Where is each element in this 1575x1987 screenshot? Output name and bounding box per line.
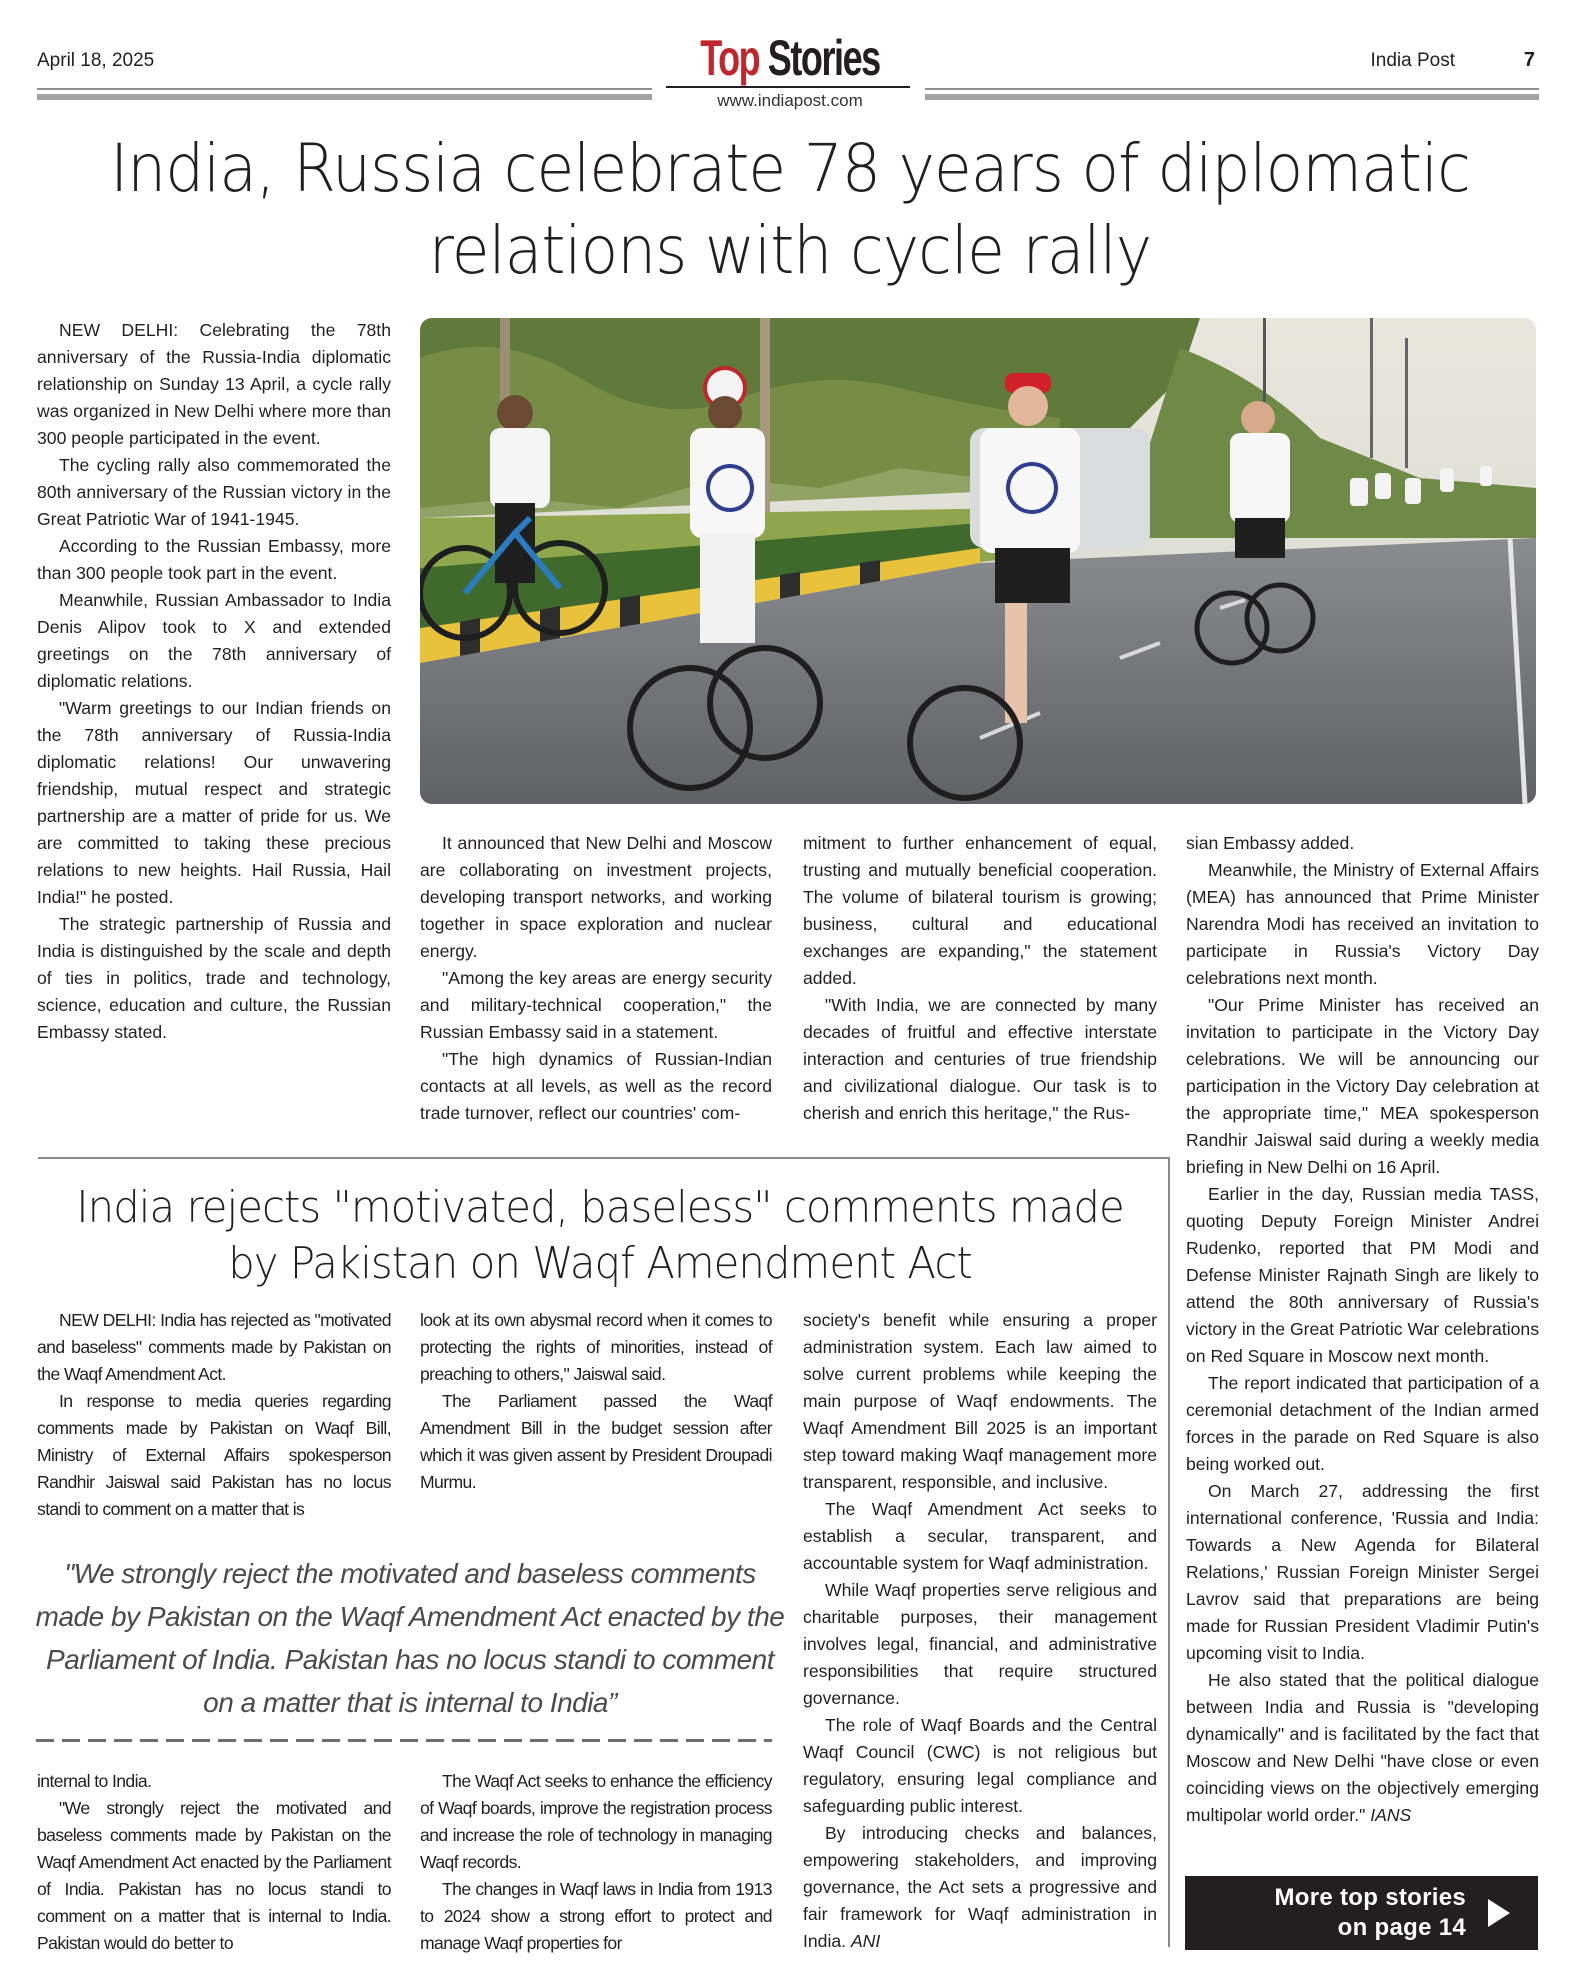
brand-underline [666,86,910,88]
paragraph: "With India, we are connected by many decades of fruitful and effective interstate interaction and centuries of true friendship and civilizational dialogue. Our task is to cherish and enrich this heritage," the Rus- [803,995,1157,1123]
article1-headline-line1: India, Russia celebrate 78 years of diplomatic [110,130,1470,207]
photo-illustration [420,318,1536,804]
pull-quote-dashed-divider [36,1739,772,1742]
pull-quote: "We strongly reject the motivated and baseless comments made by Pakistan on the Waqf Amendment Act enacted by the Parliament of India. Pakistan has no locus standi to comment on a matter that is internal to India” [35,1558,785,1718]
paragraph: According to the Russian Embassy, more than 300 people took part in the event. [37,536,391,583]
paragraph-text: He also stated that the political dialogue between India and Russia is "developing dynamically" and is facilitated by the fact that Moscow and New Delhi "have close or even coinciding views on the objectively emerging multipolar world order." [1186,1670,1539,1825]
article1-column-3 [803,830,1157,1127]
article2-column-3 [803,1307,1157,1955]
article2-column-1-top [37,1307,391,1523]
publication-name: India Post [1370,50,1455,71]
article2-credit: ANI [850,1931,881,1951]
paragraph: The Waqf Amendment Act seeks to establish a secular, transparent, and accountable system for Waqf administration. [803,1499,1157,1573]
paragraph: "The high dynamics of Russian-Indian contacts at all levels, as well as the record trade turnover, reflect our countries' com- [420,1049,772,1123]
paragraph: While Waqf properties serve religious and charitable purposes, their management involves legal, financial, and administrative responsibilities that require structured governance. [803,1580,1157,1708]
more-top-stories-button[interactable] [1185,1876,1538,1950]
article1-credit: IANS [1370,1805,1412,1825]
masthead-rule-left-thin [37,88,652,90]
paragraph: The Parliament passed the Waqf Amendment Bill in the budget session after which it was given assent by President Droupadi Murmu. [420,1391,772,1492]
page-number: 7 [1523,49,1535,71]
paragraph: NEW DELHI: Celebrating the 78th anniversary of the Russia-India diplomatic relationship on Sunday 13 April, a cycle rally was organized in New Delhi where more than 300 people participated in the event. [37,320,392,448]
paragraph: internal to India. [37,1771,152,1791]
article2-column-2-top [420,1307,772,1496]
paragraph: The changes in Waqf laws in India from 1913 to 2024 show a strong effort to protect and manage Waqf properties for [420,1879,772,1953]
issue-date: April 18, 2025 [37,50,155,71]
paragraph: "Among the key areas are energy security and military-technical cooperation," the Russian Embassy said in a statement. [420,968,772,1042]
masthead-rule-left-thick [37,94,652,100]
website-link[interactable]: www.indiapost.com [717,91,863,110]
article1-column-1 [37,317,391,1046]
paragraph: The role of Waqf Boards and the Central Waqf Council (CWC) is not religious but regulatory, ensuring legal compliance and safeguarding public interest. [803,1715,1157,1816]
play-arrow-icon [1488,1899,1510,1927]
paragraph: sian Embassy added. [1186,833,1355,853]
paragraph [1186,1667,1539,1829]
lamp-post [1370,318,1373,458]
paragraph: society's benefit while ensuring a proper administration system. Each law aimed to solve current problems while keeping the main purpose of Waqf endowments. The Waqf Amendment Bill 2025 is an important step toward making Waqf management more transparent, responsible, and inclusive. [803,1310,1157,1492]
paragraph-text: By introducing checks and balances, empowering stakeholders, and improving governance, the Act sets a progressive and fair framework for Waqf administration in India. [803,1823,1157,1951]
paragraph: look at its own abysmal record when it comes to protecting the rights of minorities, instead of preaching to others," Jaiswal said. [420,1310,772,1384]
cycle-rally-photo [420,318,1536,804]
paragraph: In response to media queries regarding comments made by Pakistan on Waqf Bill, Ministry of External Affairs spokesperson Randhir Jaiswal said Pakistan has no locus standi to comment on a matter that is [37,1391,391,1519]
article2-headline [59,1180,1142,1292]
article2-headline-line1: India rejects "motivated, baseless" comments made [76,1182,1124,1233]
paragraph: mitment to further enhancement of equal, trusting and mutually beneficial cooperation. The volume of bilateral tourism is growing; business, cultural and educational exchanges are expanding," the statement added. [803,833,1157,988]
article2-box-top-border [38,1157,1169,1159]
paragraph: "Warm greetings to our Indian friends on the 78th anniversary of Russia-India diplomatic relations! Our unwavering friendship, mutual respect and strategic partnership are a matter of pride for us. We are committed to taking these precious relations to new heights. Hail Russia, Hail India!" he posted. [37,698,391,907]
article2-box-right-border [1168,1157,1170,1947]
masthead-rule-right-thin [925,88,1539,90]
paragraph: Meanwhile, the Ministry of External Affairs (MEA) has announced that Prime Minister Narendra Modi has received an invitation to participate in Russia's Victory Day celebrations next month. [1186,860,1539,988]
more-stories-line1: More top stories [1274,1884,1466,1911]
article1-column-2 [420,830,772,1127]
brand-word-stories: Stories [767,30,880,86]
paragraph: The cycling rally also commemorated the 80th anniversary of the Russian victory in the Great Patriotic War of 1941-1945. [37,455,391,529]
article1-headline-line2: relations with cycle rally [428,212,1152,289]
article1-column-4 [1186,830,1539,1829]
article2-headline-line2: by Pakistan on Waqf Amendment Act [228,1238,972,1289]
lamp-post [1405,338,1408,468]
article2-column-2-bottom [420,1768,772,1957]
paragraph: "Our Prime Minister has received an invitation to participate in the Victory Day celebrations. We will be announcing our participation in the Victory Day celebration at the appropriate time," MEA spokesperson Randhir Jaiswal said during a weekly media briefing in New Delhi on 16 April. [1186,995,1539,1177]
masthead-rule-right-thick [925,94,1539,100]
more-stories-label [1275,1883,1467,1943]
paragraph: On March 27, addressing the first international conference, 'Russia and India: Towards a New Agenda for Bilateral Relations,' Russian Foreign Minister Sergei Lavrov said that preparations are being made for Russian President Vladimir Putin's upcoming visit to India. [1186,1481,1539,1663]
paragraph: Earlier in the day, Russian media TASS, quoting Deputy Foreign Minister Andrei Rudenko, reported that PM Modi and Defense Minister Rajnath Singh are likely to attend the 80th anniversary of Russia's victory in the Great Patriotic War celebrations on Red Square in Moscow next month. [1186,1184,1539,1366]
paragraph: It announced that New Delhi and Moscow are collaborating on investment projects, developing transport networks, and working together in space exploration and nuclear energy. [420,833,772,961]
paragraph: Meanwhile, Russian Ambassador to India Denis Alipov took to X and extended greetings on the 78th anniversary of diplomatic relations. [37,590,391,691]
article2-column-1-bottom [37,1768,391,1957]
paragraph: NEW DELHI: India has rejected as "motivated and baseless" comments made by Pakistan on the Waqf Amendment Act. [37,1310,391,1384]
more-stories-line2: on page 14 [1337,1914,1466,1941]
brand-word-top: Top [700,30,760,86]
section-brand-logo [682,30,898,86]
paragraph: The report indicated that participation of a ceremonial detachment of the Indian armed forces in the parade on Red Square is also being worked out. [1186,1373,1539,1474]
paragraph [803,1820,1157,1955]
paragraph: The strategic partnership of Russia and India is distinguished by the scale and depth of ties in politics, trade and technology, science, education and culture, the Russian Embassy stated. [37,914,391,1042]
paragraph: "We strongly reject the motivated and baseless comments made by Pakistan on the Waqf Amendment Act enacted by the Parliament of India. Pakistan has no locus standi to comment on a matter that is internal to India. Pakistan would do better to [37,1798,391,1953]
paragraph: The Waqf Act seeks to enhance the efficiency of Waqf boards, improve the registration process and increase the role of technology in managing Waqf records. [420,1771,772,1872]
article1-headline [83,128,1497,292]
